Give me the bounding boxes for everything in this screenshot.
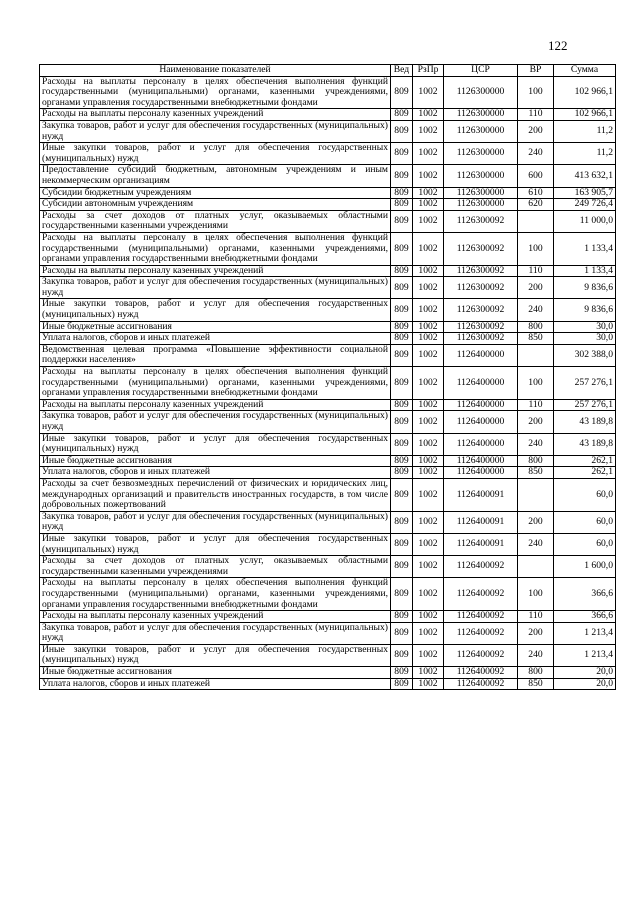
- cell-name: Закупка товаров, работ и услуг для обеспечения государственных (муниципальных) нужд: [40, 411, 391, 433]
- cell-name: Расходы за счет безвозмездных перечислений от физических и юридических лиц, международных организаций и правительств иностранных государств, в том числе добровольных пожертвований: [40, 478, 391, 511]
- header-ved: Вед: [391, 65, 413, 77]
- cell-rzpr: 1002: [413, 199, 444, 211]
- cell-rzpr: 1002: [413, 399, 444, 411]
- table-row: [40, 433, 616, 455]
- cell-sum: 102 966,1: [554, 76, 616, 109]
- table-row: [40, 611, 616, 623]
- cell-ved: 809: [391, 578, 413, 611]
- cell-rzpr: 1002: [413, 232, 444, 265]
- cell-csr: 1126400091: [444, 533, 518, 555]
- cell-rzpr: 1002: [413, 367, 444, 400]
- cell-sum: 43 189,8: [554, 411, 616, 433]
- cell-sum: 102 966,1: [554, 109, 616, 121]
- cell-vr: 100: [518, 367, 554, 400]
- cell-sum: 60,0: [554, 533, 616, 555]
- cell-name: Расходы на выплаты персоналу в целях обеспечения выполнения функций государственными (муниципальными) органами, казенными учреждениями, органами управления государственными внебюджетными фондами: [40, 367, 391, 400]
- cell-csr: 1126400091: [444, 511, 518, 533]
- table-row: [40, 333, 616, 345]
- table-row: [40, 277, 616, 299]
- cell-ved: 809: [391, 199, 413, 211]
- table-row: [40, 299, 616, 321]
- cell-ved: 809: [391, 210, 413, 232]
- cell-name: Иные бюджетные ассигнования: [40, 321, 391, 333]
- cell-rzpr: 1002: [413, 455, 444, 467]
- cell-csr: 1126300092: [444, 333, 518, 345]
- cell-csr: 1126400092: [444, 556, 518, 578]
- page-number: 122: [548, 38, 568, 53]
- table-row: [40, 644, 616, 666]
- table-row: [40, 622, 616, 644]
- cell-sum: 43 189,8: [554, 433, 616, 455]
- cell-csr: 1126400092: [444, 678, 518, 690]
- cell-name: Предоставление субсидий бюджетным, автономным учреждениям и иным некоммерческим организациям: [40, 165, 391, 187]
- cell-name: Уплата налогов, сборов и иных платежей: [40, 678, 391, 690]
- cell-name: Иные закупки товаров, работ и услуг для обеспечения государственных (муниципальных) нужд: [40, 433, 391, 455]
- cell-vr: 200: [518, 411, 554, 433]
- cell-csr: 1126300092: [444, 321, 518, 333]
- cell-name: Расходы на выплаты персоналу казенных учреждений: [40, 109, 391, 121]
- cell-csr: 1126300000: [444, 143, 518, 165]
- cell-sum: 20,0: [554, 678, 616, 690]
- cell-vr: 100: [518, 232, 554, 265]
- cell-rzpr: 1002: [413, 277, 444, 299]
- cell-vr: 800: [518, 455, 554, 467]
- cell-sum: 30,0: [554, 333, 616, 345]
- cell-vr: 240: [518, 644, 554, 666]
- cell-name: Иные закупки товаров, работ и услуг для обеспечения государственных (муниципальных) нужд: [40, 533, 391, 555]
- cell-vr: 800: [518, 667, 554, 679]
- cell-vr: 610: [518, 187, 554, 199]
- cell-vr: 240: [518, 143, 554, 165]
- cell-vr: [518, 210, 554, 232]
- cell-sum: 262,1: [554, 467, 616, 479]
- cell-sum: 262,1: [554, 455, 616, 467]
- cell-name: Иные бюджетные ассигнования: [40, 667, 391, 679]
- cell-csr: 1126300092: [444, 277, 518, 299]
- cell-ved: 809: [391, 299, 413, 321]
- cell-name: Закупка товаров, работ и услуг для обеспечения государственных (муниципальных) нужд: [40, 120, 391, 142]
- cell-name: Расходы на выплаты персоналу в целях обеспечения выполнения функций государственными (муниципальными) органами, казенными учреждениями, органами управления государственными внебюджетными фондами: [40, 232, 391, 265]
- cell-ved: 809: [391, 76, 413, 109]
- cell-vr: [518, 556, 554, 578]
- cell-name: Расходы на выплаты персоналу казенных учреждений: [40, 611, 391, 623]
- cell-name: Закупка товаров, работ и услуг для обеспечения государственных (муниципальных) нужд: [40, 622, 391, 644]
- cell-sum: 257 276,1: [554, 399, 616, 411]
- cell-name: Расходы за счет доходов от платных услуг, оказываемых областными государственными казенными учреждениями: [40, 556, 391, 578]
- cell-csr: 1126300092: [444, 299, 518, 321]
- cell-ved: 809: [391, 143, 413, 165]
- cell-ved: 809: [391, 478, 413, 511]
- cell-rzpr: 1002: [413, 187, 444, 199]
- cell-ved: 809: [391, 232, 413, 265]
- table-row: [40, 344, 616, 366]
- cell-vr: 850: [518, 678, 554, 690]
- cell-ved: 809: [391, 433, 413, 455]
- cell-sum: 9 836,6: [554, 299, 616, 321]
- cell-rzpr: 1002: [413, 109, 444, 121]
- cell-rzpr: 1002: [413, 265, 444, 277]
- table-row: [40, 678, 616, 690]
- cell-vr: 110: [518, 109, 554, 121]
- cell-name: Уплата налогов, сборов и иных платежей: [40, 467, 391, 479]
- table-row: [40, 210, 616, 232]
- cell-csr: 1126400000: [444, 344, 518, 366]
- cell-vr: 100: [518, 578, 554, 611]
- cell-ved: 809: [391, 187, 413, 199]
- cell-sum: 1 213,4: [554, 644, 616, 666]
- cell-ved: 809: [391, 120, 413, 142]
- cell-ved: 809: [391, 533, 413, 555]
- table-row: [40, 411, 616, 433]
- cell-csr: 1126300000: [444, 187, 518, 199]
- header-vr: ВР: [518, 65, 554, 77]
- cell-name: Закупка товаров, работ и услуг для обеспечения государственных (муниципальных) нужд: [40, 277, 391, 299]
- cell-name: Субсидии автономным учреждениям: [40, 199, 391, 211]
- cell-sum: 20,0: [554, 667, 616, 679]
- cell-rzpr: 1002: [413, 667, 444, 679]
- cell-ved: 809: [391, 277, 413, 299]
- cell-name: Субсидии бюджетным учреждениям: [40, 187, 391, 199]
- cell-name: Расходы на выплаты персоналу в целях обеспечения выполнения функций государственными (муниципальными) органами, казенными учреждениями, органами управления государственными внебюджетными фондами: [40, 578, 391, 611]
- cell-vr: 240: [518, 299, 554, 321]
- cell-vr: 800: [518, 321, 554, 333]
- cell-rzpr: 1002: [413, 556, 444, 578]
- cell-sum: 30,0: [554, 321, 616, 333]
- cell-vr: 240: [518, 433, 554, 455]
- cell-csr: 1126400000: [444, 411, 518, 433]
- cell-csr: 1126400092: [444, 622, 518, 644]
- cell-vr: 200: [518, 511, 554, 533]
- cell-name: Иные закупки товаров, работ и услуг для обеспечения государственных (муниципальных) нужд: [40, 299, 391, 321]
- cell-vr: 850: [518, 467, 554, 479]
- cell-csr: 1126400092: [444, 667, 518, 679]
- cell-rzpr: 1002: [413, 299, 444, 321]
- cell-name: Уплата налогов, сборов и иных платежей: [40, 333, 391, 345]
- cell-sum: 302 388,0: [554, 344, 616, 366]
- cell-vr: [518, 478, 554, 511]
- cell-ved: 809: [391, 678, 413, 690]
- cell-sum: 413 632,1: [554, 165, 616, 187]
- budget-table: [39, 64, 616, 690]
- cell-vr: 850: [518, 333, 554, 345]
- cell-csr: 1126400092: [444, 611, 518, 623]
- table-row: [40, 143, 616, 165]
- cell-vr: 200: [518, 277, 554, 299]
- cell-ved: 809: [391, 109, 413, 121]
- cell-vr: 600: [518, 165, 554, 187]
- cell-csr: 1126400000: [444, 433, 518, 455]
- cell-csr: 1126300000: [444, 76, 518, 109]
- cell-name: Расходы на выплаты персоналу казенных учреждений: [40, 265, 391, 277]
- cell-csr: 1126300092: [444, 232, 518, 265]
- table-row: [40, 467, 616, 479]
- cell-sum: 1 213,4: [554, 622, 616, 644]
- cell-name: Ведомственная целевая программа «Повышение эффективности социальной поддержки населения»: [40, 344, 391, 366]
- cell-rzpr: 1002: [413, 333, 444, 345]
- cell-csr: 1126400092: [444, 578, 518, 611]
- table-row: [40, 265, 616, 277]
- cell-ved: 809: [391, 467, 413, 479]
- cell-sum: 1 133,4: [554, 232, 616, 265]
- cell-rzpr: 1002: [413, 411, 444, 433]
- cell-vr: 110: [518, 265, 554, 277]
- cell-rzpr: 1002: [413, 533, 444, 555]
- header-csr: ЦСР: [444, 65, 518, 77]
- table-row: [40, 478, 616, 511]
- cell-rzpr: 1002: [413, 165, 444, 187]
- cell-ved: 809: [391, 622, 413, 644]
- cell-ved: 809: [391, 667, 413, 679]
- table-body: [40, 76, 616, 690]
- cell-rzpr: 1002: [413, 611, 444, 623]
- cell-csr: 1126400000: [444, 467, 518, 479]
- table-row: [40, 120, 616, 142]
- cell-rzpr: 1002: [413, 76, 444, 109]
- cell-sum: 11 000,0: [554, 210, 616, 232]
- cell-rzpr: 1002: [413, 120, 444, 142]
- table-row: [40, 399, 616, 411]
- table-header-row: [40, 65, 616, 77]
- header-name: Наименование показателей: [40, 65, 391, 77]
- cell-ved: 809: [391, 644, 413, 666]
- cell-vr: 200: [518, 622, 554, 644]
- cell-ved: 809: [391, 399, 413, 411]
- cell-vr: 110: [518, 611, 554, 623]
- table-row: [40, 165, 616, 187]
- table-row: [40, 511, 616, 533]
- cell-csr: 1126300000: [444, 165, 518, 187]
- cell-ved: 809: [391, 321, 413, 333]
- cell-csr: 1126300000: [444, 109, 518, 121]
- cell-vr: 620: [518, 199, 554, 211]
- cell-rzpr: 1002: [413, 511, 444, 533]
- cell-sum: 11,2: [554, 120, 616, 142]
- cell-csr: 1126300000: [444, 199, 518, 211]
- cell-rzpr: 1002: [413, 143, 444, 165]
- cell-csr: 1126400000: [444, 455, 518, 467]
- cell-ved: 809: [391, 411, 413, 433]
- cell-ved: 809: [391, 344, 413, 366]
- table-row: [40, 199, 616, 211]
- cell-rzpr: 1002: [413, 321, 444, 333]
- cell-ved: 809: [391, 265, 413, 277]
- cell-ved: 809: [391, 367, 413, 400]
- cell-csr: 1126400092: [444, 644, 518, 666]
- table-row: [40, 533, 616, 555]
- header-sum: Сумма: [554, 65, 616, 77]
- cell-name: Иные закупки товаров, работ и услуг для обеспечения государственных (муниципальных) нужд: [40, 143, 391, 165]
- cell-rzpr: 1002: [413, 622, 444, 644]
- cell-sum: 1 133,4: [554, 265, 616, 277]
- cell-rzpr: 1002: [413, 678, 444, 690]
- cell-name: Расходы на выплаты персоналу казенных учреждений: [40, 399, 391, 411]
- cell-sum: 257 276,1: [554, 367, 616, 400]
- table-row: [40, 367, 616, 400]
- cell-name: Иные бюджетные ассигнования: [40, 455, 391, 467]
- cell-sum: 366,6: [554, 578, 616, 611]
- cell-ved: 809: [391, 611, 413, 623]
- cell-ved: 809: [391, 511, 413, 533]
- cell-ved: 809: [391, 165, 413, 187]
- cell-ved: 809: [391, 556, 413, 578]
- cell-rzpr: 1002: [413, 578, 444, 611]
- cell-vr: [518, 344, 554, 366]
- cell-sum: 11,2: [554, 143, 616, 165]
- header-rzpr: РзПр: [413, 65, 444, 77]
- cell-sum: 1 600,0: [554, 556, 616, 578]
- cell-sum: 9 836,6: [554, 277, 616, 299]
- cell-sum: 163 905,7: [554, 187, 616, 199]
- cell-vr: 240: [518, 533, 554, 555]
- cell-vr: 200: [518, 120, 554, 142]
- cell-sum: 249 726,4: [554, 199, 616, 211]
- table-row: [40, 667, 616, 679]
- table-row: [40, 109, 616, 121]
- cell-name: Закупка товаров, работ и услуг для обеспечения государственных (муниципальных) нужд: [40, 511, 391, 533]
- cell-sum: 60,0: [554, 511, 616, 533]
- cell-ved: 809: [391, 333, 413, 345]
- cell-rzpr: 1002: [413, 433, 444, 455]
- table-row: [40, 76, 616, 109]
- table-row: [40, 321, 616, 333]
- cell-csr: 1126300000: [444, 120, 518, 142]
- cell-name: Иные закупки товаров, работ и услуг для обеспечения государственных (муниципальных) нужд: [40, 644, 391, 666]
- cell-vr: 110: [518, 399, 554, 411]
- cell-vr: 100: [518, 76, 554, 109]
- cell-sum: 366,6: [554, 611, 616, 623]
- cell-rzpr: 1002: [413, 210, 444, 232]
- cell-rzpr: 1002: [413, 644, 444, 666]
- table-row: [40, 578, 616, 611]
- table-row: [40, 187, 616, 199]
- cell-csr: 1126400000: [444, 399, 518, 411]
- cell-csr: 1126400000: [444, 367, 518, 400]
- cell-csr: 1126400091: [444, 478, 518, 511]
- cell-name: Расходы за счет доходов от платных услуг, оказываемых областными государственными казенными учреждениями: [40, 210, 391, 232]
- cell-csr: 1126300092: [444, 265, 518, 277]
- cell-name: Расходы на выплаты персоналу в целях обеспечения выполнения функций государственными (муниципальными) органами, казенными учреждениями, органами управления государственными внебюджетными фондами: [40, 76, 391, 109]
- cell-rzpr: 1002: [413, 478, 444, 511]
- table-row: [40, 455, 616, 467]
- cell-ved: 809: [391, 455, 413, 467]
- table-row: [40, 556, 616, 578]
- cell-rzpr: 1002: [413, 344, 444, 366]
- table-row: [40, 232, 616, 265]
- cell-rzpr: 1002: [413, 467, 444, 479]
- cell-csr: 1126300092: [444, 210, 518, 232]
- cell-sum: 60,0: [554, 478, 616, 511]
